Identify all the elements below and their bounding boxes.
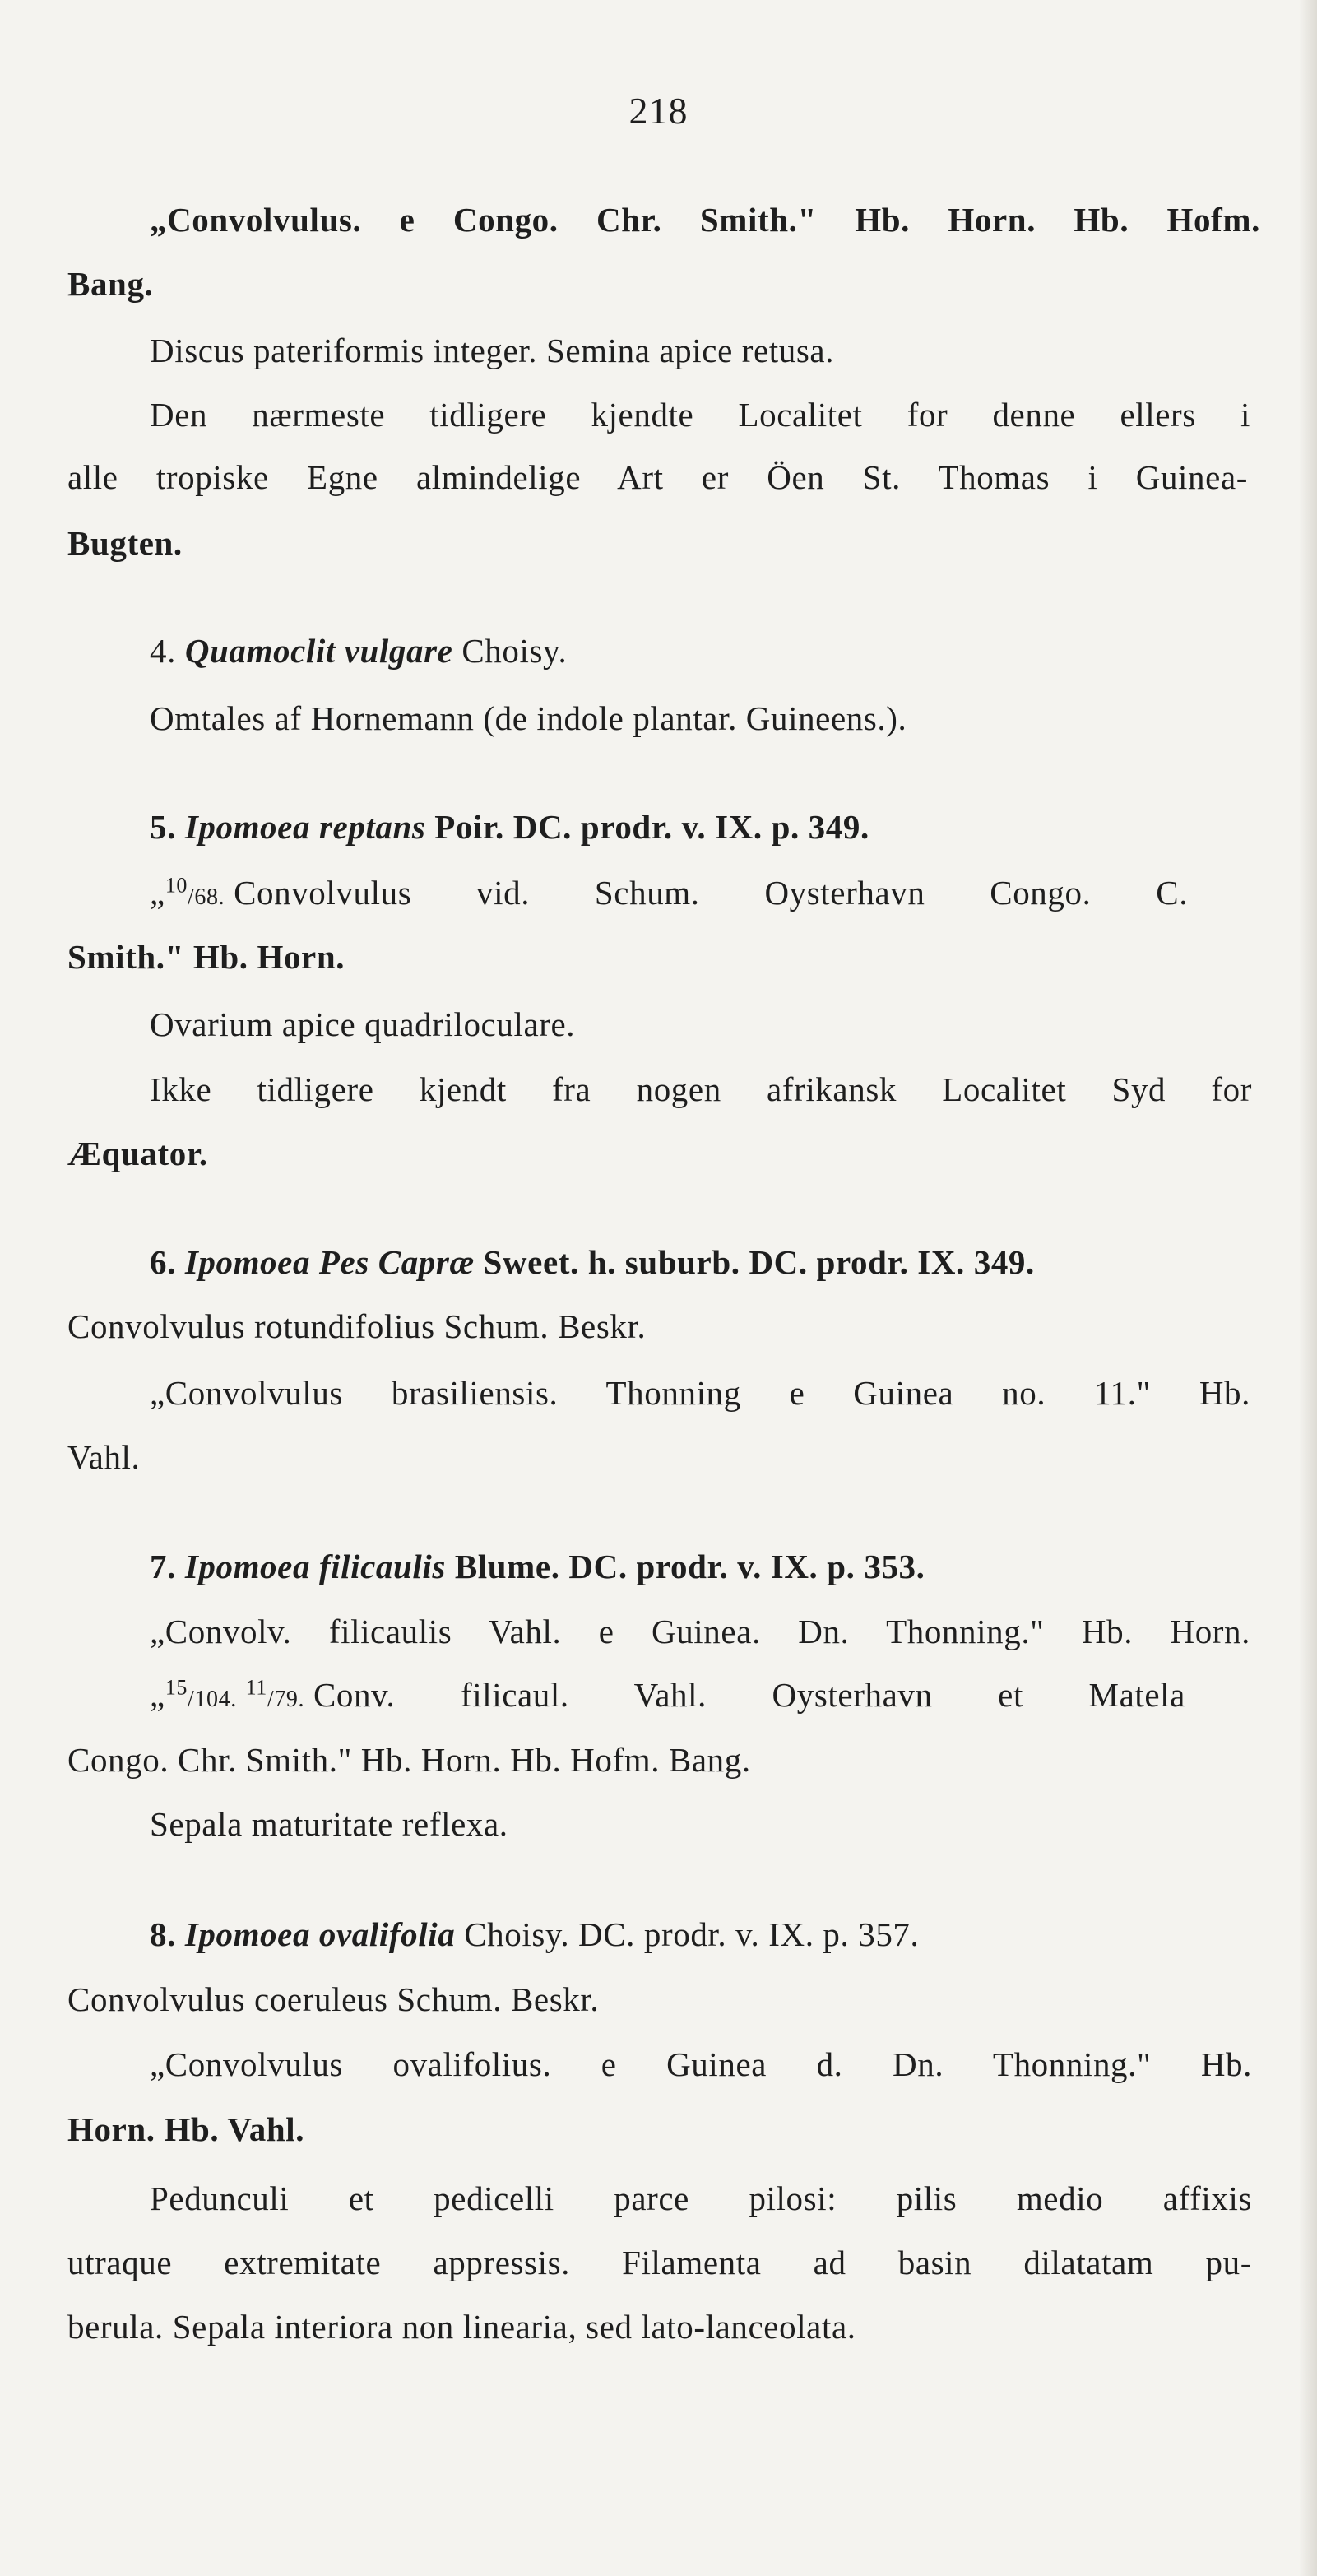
text-line: Convolvulus rotundifolius Schum. Beskr. xyxy=(67,1307,647,1345)
text-line: Ovarium apice quadriloculare. xyxy=(150,1005,576,1043)
entry-heading xyxy=(150,629,567,672)
text-line: Bang. xyxy=(67,265,154,303)
text-line: „Convolvulus ovalifolius. e Guinea d. Dn. Thonning." Hb. xyxy=(150,2045,1252,2083)
text-line: utraque extremitate appressis. Filamenta ad basin dilatatam pu- xyxy=(67,2244,1252,2281)
text-line: Ikke tidligere kjendt fra nogen afrikansk Localitet Syd for xyxy=(150,1070,1252,1108)
citation: Blume. DC. prodr. v. IX. p. 353. xyxy=(454,1548,925,1585)
text-line: Æquator. xyxy=(67,1135,208,1172)
text-line: „$^{10}$/68. Convolvulus vid. Schum. Oysterhavn Congo. C. xyxy=(150,873,1189,912)
author: Choisy. xyxy=(461,632,568,670)
text-line: Congo. Chr. Smith." Hb. Horn. Hb. Hofm. Bang. xyxy=(67,1741,751,1779)
entry-number: 8. xyxy=(150,1915,176,1953)
species-name: Ipomoea filicaulis xyxy=(184,1548,446,1585)
entry-heading xyxy=(150,1241,1250,1283)
page-edge-shadow xyxy=(1299,0,1317,2576)
text-line: Horn. Hb. Vahl. xyxy=(67,2110,305,2148)
citation: Sweet. h. suburb. DC. prodr. IX. 349. xyxy=(483,1243,1035,1281)
text-line: „Convolvulus brasiliensis. Thonning e Guinea no. 11." Hb. xyxy=(150,1374,1250,1412)
text-line: Sepala maturitate reflexa. xyxy=(150,1805,508,1843)
entry-heading xyxy=(150,1545,1166,1588)
citation: Choisy. DC. prodr. v. IX. p. 357. xyxy=(464,1915,920,1953)
text-line: Bugten. xyxy=(67,524,183,562)
entry-heading xyxy=(150,1913,1250,1956)
entry-number: 6. xyxy=(150,1243,176,1281)
species-name: Quamoclit vulgare xyxy=(184,632,453,670)
text-line: Pedunculi et pedicelli parce pilosi: pilis medio affixis xyxy=(150,2179,1252,2217)
entry-number: 4. xyxy=(150,632,176,670)
text-line: „$^{15}$/104. $^{11}$/79. Conv. filicaul. Vahl. Oysterhavn et Matela xyxy=(150,1675,1185,1714)
entry-number: 7. xyxy=(150,1548,176,1585)
text-line: „Convolv. filicaulis Vahl. e Guinea. Dn. Thonning." Hb. Horn. xyxy=(150,1613,1250,1650)
text-line: Smith." Hb. Horn. xyxy=(67,938,345,976)
text-line: Den nærmeste tidligere kjendte Localitet for denne ellers i xyxy=(150,396,1250,434)
text-line: alle tropiske Egne almindelige Art er Öen St. Thomas i Guinea- xyxy=(67,458,1248,496)
text-line: Vahl. xyxy=(67,1438,141,1476)
text-line: Omtales af Hornemann (de indole plantar. Guineens.). xyxy=(150,699,907,737)
page-number: 218 xyxy=(628,90,689,132)
citation: Poir. DC. prodr. v. IX. p. 349. xyxy=(434,808,869,846)
species-name: Ipomoea ovalifolia xyxy=(184,1915,456,1953)
text-line: Discus pateriformis integer. Semina apice retusa. xyxy=(150,332,835,369)
text-line: Convolvulus coeruleus Schum. Beskr. xyxy=(67,1980,600,2018)
entry-heading xyxy=(150,805,1162,848)
entry-number: 5. xyxy=(150,808,176,846)
species-name: Ipomoea Pes Capræ xyxy=(184,1243,475,1281)
text-line: „Convolvulus. e Congo. Chr. Smith." Hb. Horn. Hb. Hofm. xyxy=(150,201,1260,239)
text-line: berula. Sepala interiora non linearia, sed lato-lanceolata. xyxy=(67,2308,856,2346)
species-name: Ipomoea reptans xyxy=(184,808,426,846)
